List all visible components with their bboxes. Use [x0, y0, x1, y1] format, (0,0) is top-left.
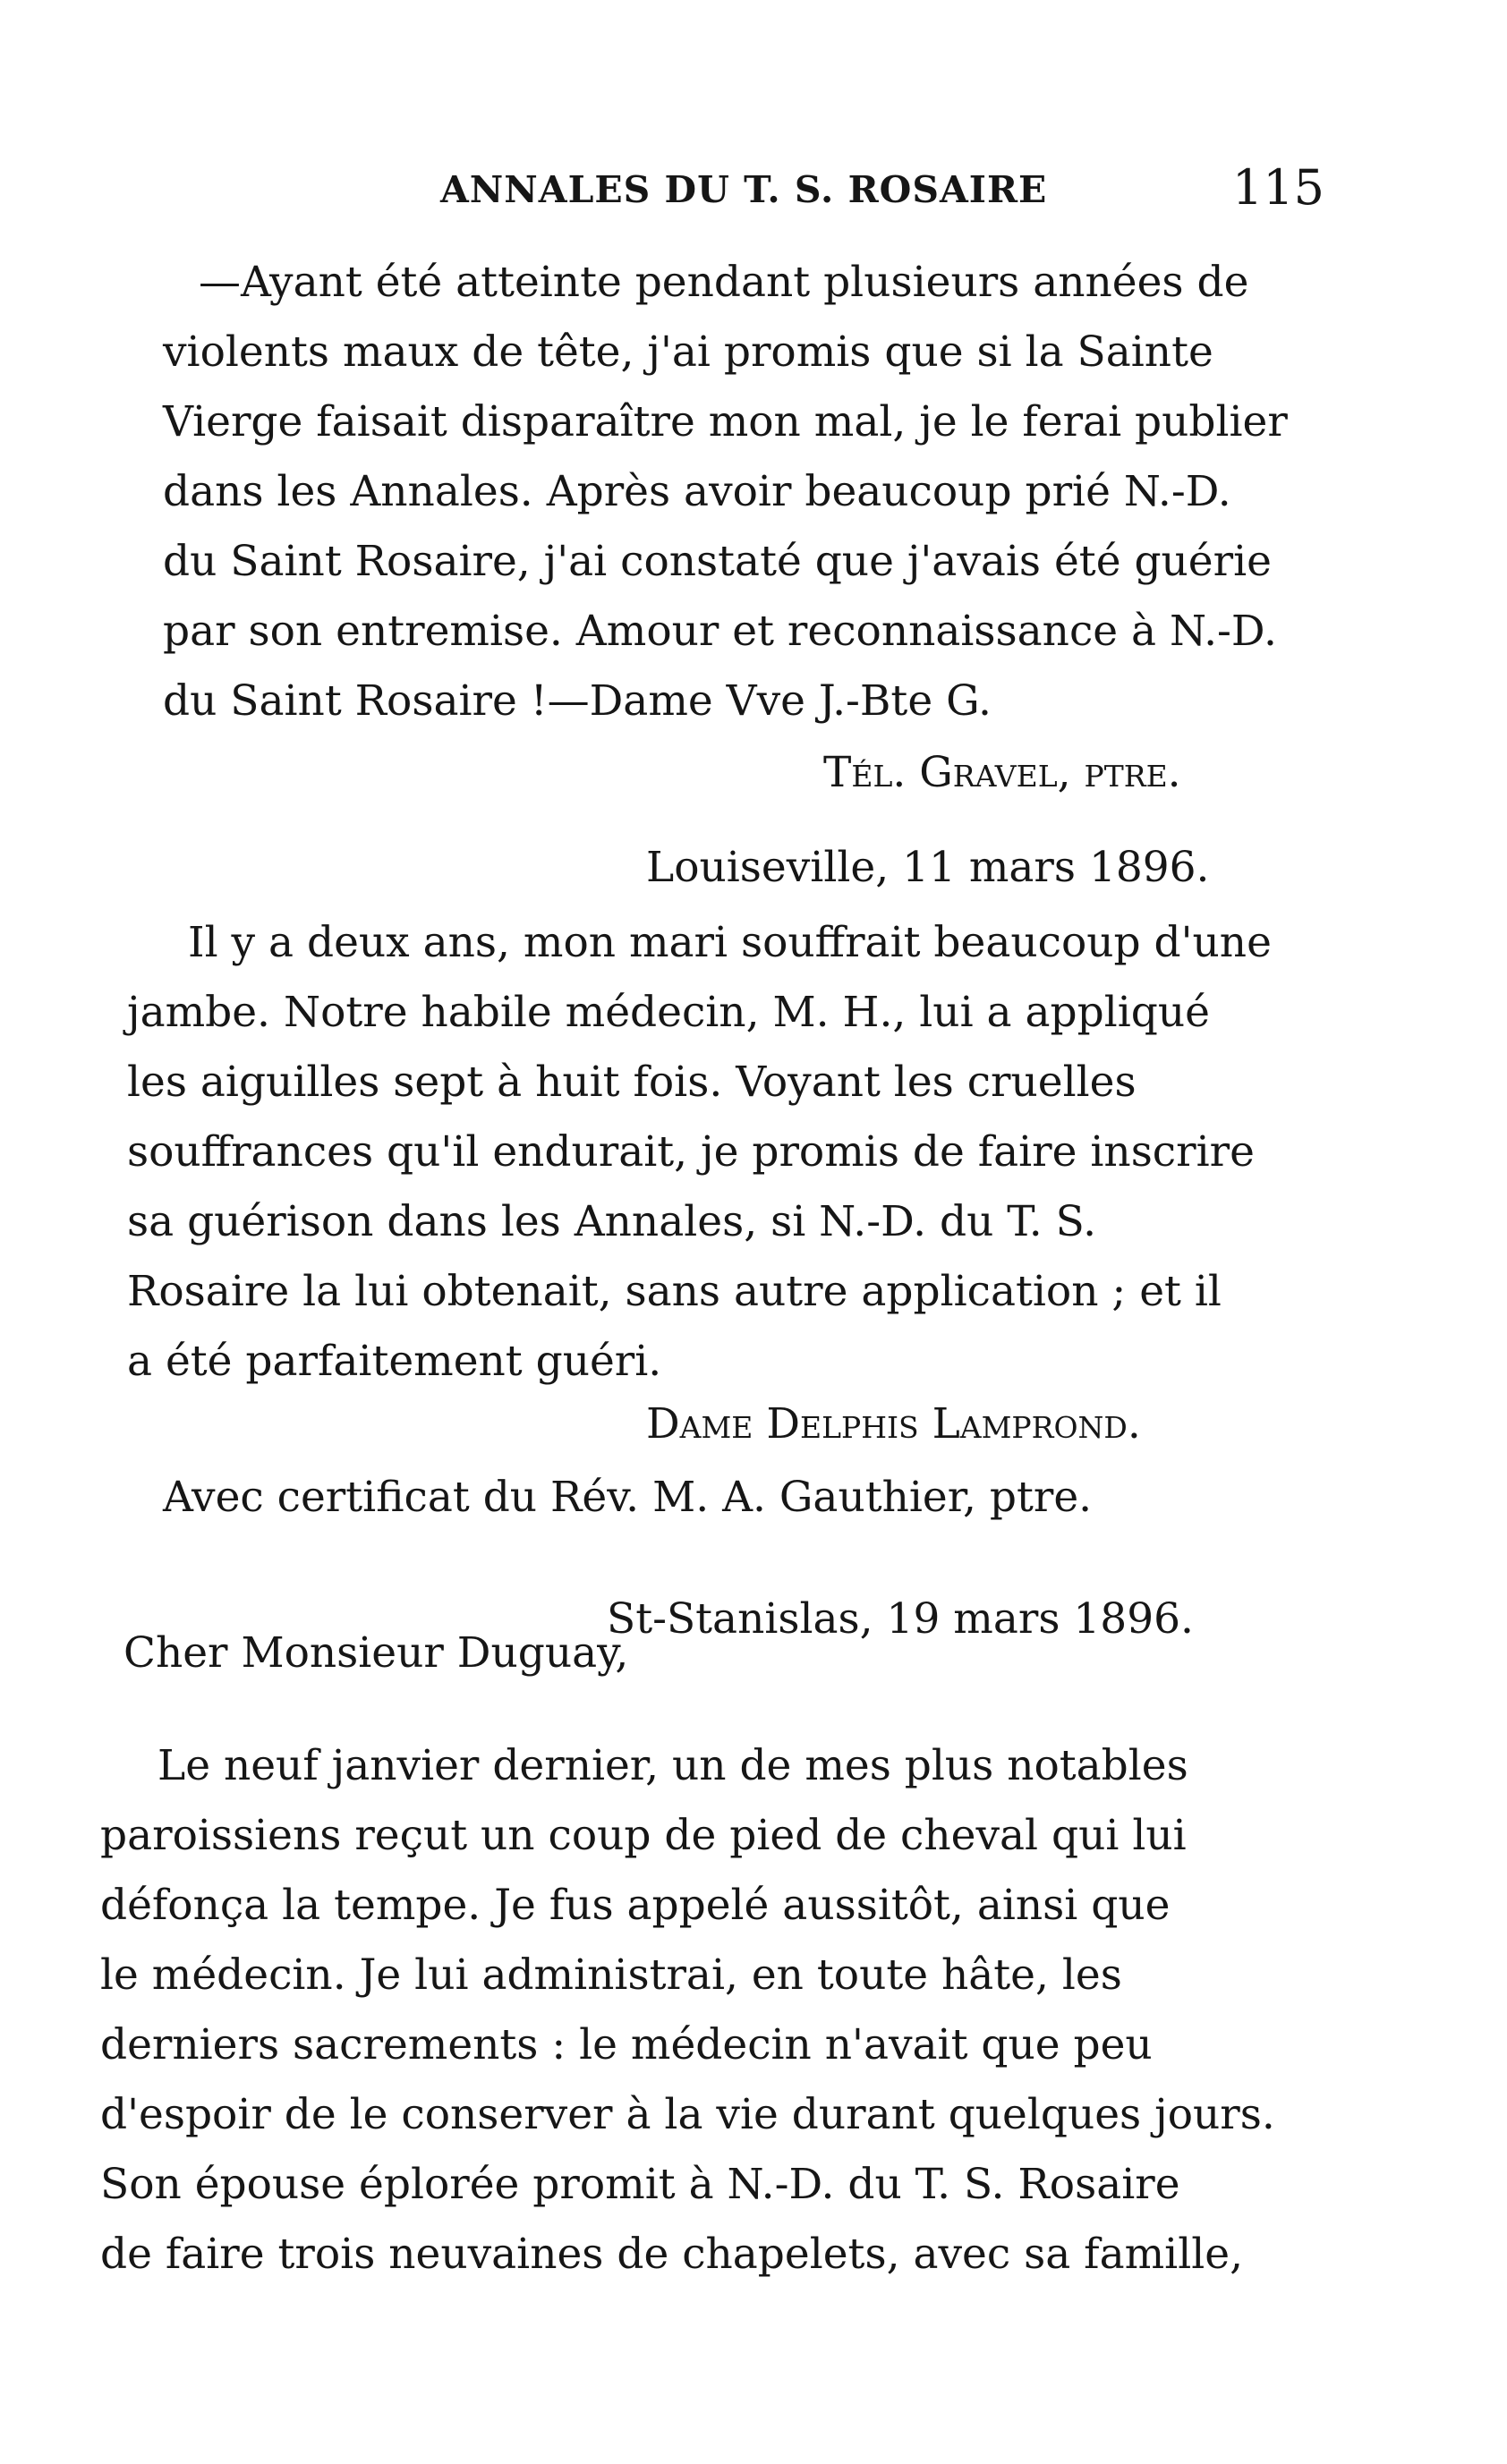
text-line: Il y a deux ans, mon mari souffrait beaucoup d'une: [188, 918, 1272, 967]
text-line: Vierge faisait disparaître mon mal, je le ferai publier: [163, 397, 1288, 446]
text-line: du Saint Rosaire !—Dame Vve J.-Bte G.: [163, 676, 992, 726]
text-line: le médecin. Je lui administrai, en toute hâte, les: [100, 1950, 1122, 2000]
text-line: de faire trois neuvaines de chapelets, avec sa famille,: [100, 2230, 1244, 2279]
text-line: les aiguilles sept à huit fois. Voyant les cruelles: [127, 1058, 1137, 1107]
text-line: Rosaire la lui obtenait, sans autre application ; et il: [127, 1267, 1222, 1316]
text-line: violents maux de tête, j'ai promis que si la Sainte: [163, 327, 1213, 377]
text-line: jambe. Notre habile médecin, M. H., lui a appliqué: [127, 988, 1210, 1037]
text-line: Le neuf janvier dernier, un de mes plus notables: [158, 1741, 1188, 1790]
signature: Tél. Gravel, ptre.: [823, 748, 1181, 797]
text-line: d'espoir de le conserver à la vie durant quelques jours.: [100, 2090, 1275, 2139]
certificate-note: Avec certificat du Rév. M. A. Gauthier, ptre.: [163, 1473, 1093, 1522]
text-line: du Saint Rosaire, j'ai constaté que j'avais été guérie: [163, 537, 1272, 586]
dateline: St-Stanislas, 19 mars 1896.: [607, 1594, 1194, 1644]
text-line: dans les Annales. Après avoir beaucoup prié N.-D.: [163, 467, 1231, 516]
text-line: sa guérison dans les Annales, si N.-D. du T. S.: [127, 1197, 1097, 1246]
text-line: souffrances qu'il endurait, je promis de faire inscrire: [127, 1127, 1255, 1177]
signature: Dame Delphis Lamprond.: [646, 1399, 1141, 1449]
text-line: —Ayant été atteinte pendant plusieurs années de: [199, 258, 1249, 307]
text-line: paroissiens reçut un coup de pied de cheval qui lui: [100, 1811, 1187, 1860]
page-number: 115: [1231, 159, 1324, 216]
text-line: derniers sacrements : le médecin n'avait que peu: [100, 2020, 1153, 2069]
salutation: Cher Monsieur Duguay,: [123, 1628, 629, 1678]
page-header: [161, 159, 1324, 231]
running-title: ANNALES DU T. S. ROSAIRE: [440, 168, 1048, 211]
text-line: par son entremise. Amour et reconnaissance à N.-D.: [163, 607, 1277, 656]
text-line: Son épouse éplorée promit à N.-D. du T. S. Rosaire: [100, 2160, 1180, 2209]
dateline: Louiseville, 11 mars 1896.: [646, 843, 1210, 892]
text-line: a été parfaitement guéri.: [127, 1337, 662, 1386]
text-line: défonça la tempe. Je fus appelé aussitôt, ainsi que: [100, 1881, 1171, 1930]
